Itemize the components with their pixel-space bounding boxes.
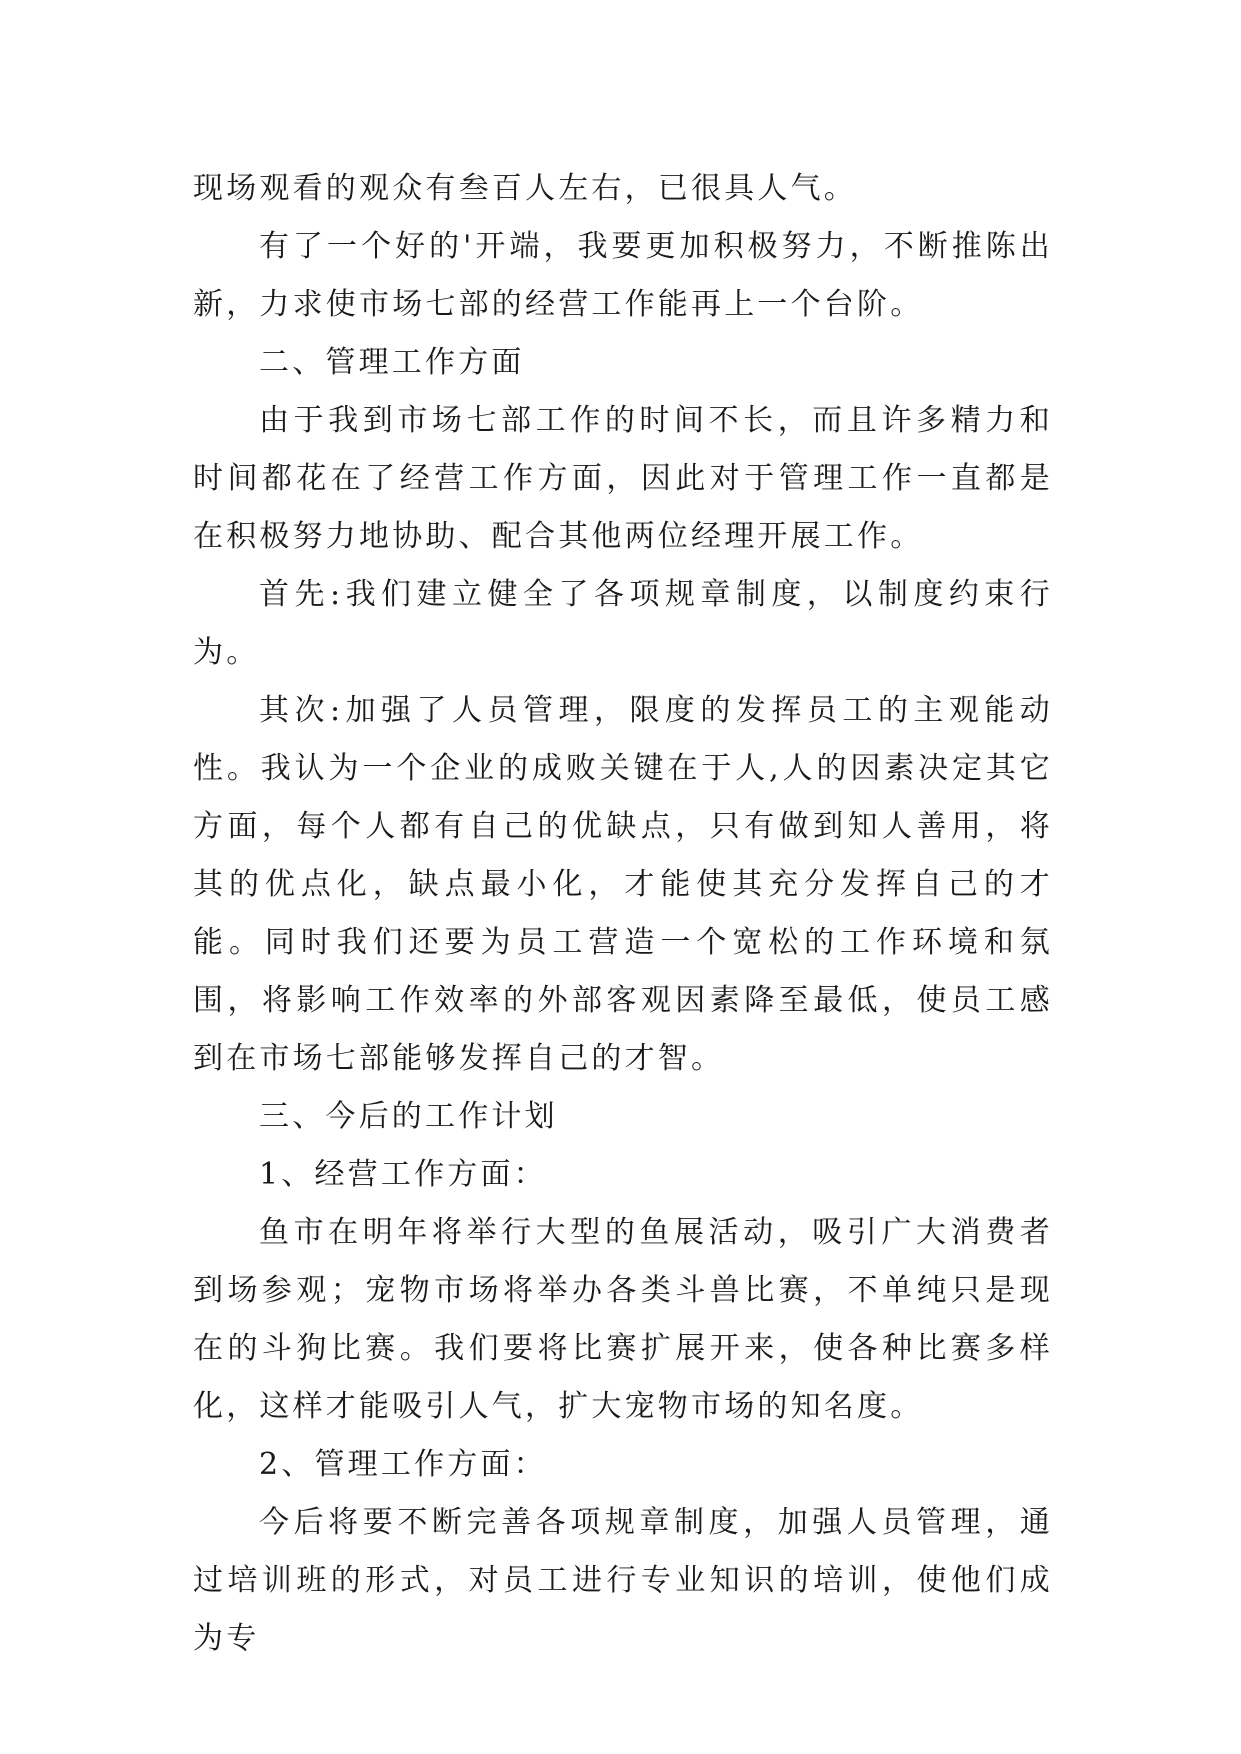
section-heading-management: 二、管理工作方面 (259, 345, 525, 380)
paragraph-1: 现场观看的观众有叁百人左右，已很具人气。 (193, 171, 857, 206)
subheading-management: 2、管理工作方面： (259, 1447, 547, 1482)
paragraph-2: 有了一个好的'开端，我要更加积极努力，不断推陈出新，力求使市场七部的经营工作能再上一个台阶。 (193, 229, 1053, 322)
paragraph-9: 鱼市在明年将举行大型的鱼展活动，吸引广大消费者到场参观；宠物市场将举办各类斗兽比赛，不单纯只是现在的斗狗比赛。我们要将比赛扩展开来，使各种比赛多样化，这样才能吸引人气，扩大宠物市场的知名度。 (193, 1215, 1053, 1424)
paragraph-11: 今后将要不断完善各项规章制度，加强人员管理，通过培训班的形式，对员工进行专业知识的培训，使他们成为专 (193, 1505, 1053, 1656)
document-body (193, 160, 1053, 1668)
subheading-operations: 1、经营工作方面： (259, 1157, 547, 1192)
section-heading-plan: 三、今后的工作计划 (259, 1099, 558, 1134)
paragraph-4: 由于我到市场七部工作的时间不长，而且许多精力和时间都花在了经营工作方面，因此对于管理工作一直都是在积极努力地协助、配合其他两位经理开展工作。 (193, 403, 1053, 554)
paragraph-5: 首先:我们建立健全了各项规章制度，以制度约束行为。 (193, 577, 1053, 670)
paragraph-6: 其次:加强了人员管理，限度的发挥员工的主观能动性。我认为一个企业的成败关键在于人,人的因素决定其它方面，每个人都有自己的优缺点，只有做到知人善用，将其的优点化，缺点最小化，才能使其充分发挥自己的才能。同时我们还要为员工营造一个宽松的工作环境和氛围，将影响工作效率的外部客观因素降至最低，使员工感到在市场七部能够发挥自己的才智。 (193, 693, 1053, 1076)
